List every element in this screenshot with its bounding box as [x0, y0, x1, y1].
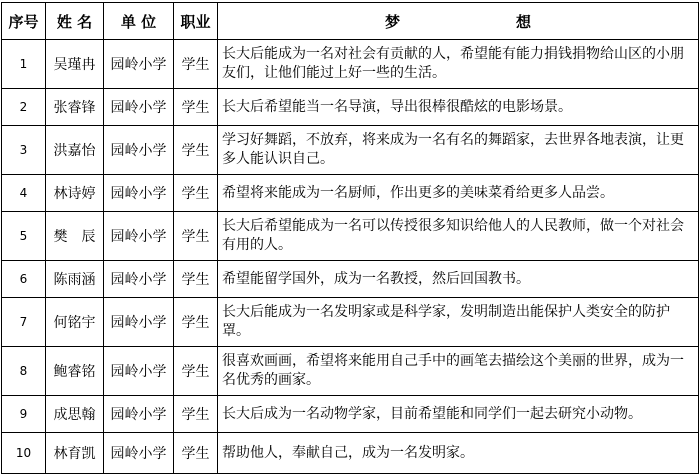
dreams-table: [1, 2, 699, 474]
row-name: 成思翰: [46, 396, 104, 433]
row-role: 学生: [174, 261, 218, 298]
row-role: 学生: [174, 126, 218, 175]
row-dream: 长大后希望能成为一名可以传授很多知识给他人的人民教师，做一个对社会有用的人。: [218, 212, 699, 261]
row-name: 何铭宇: [46, 298, 104, 347]
table-row: [2, 175, 699, 212]
row-role: 学生: [174, 89, 218, 126]
row-dream: 长大后希望能当一名导演，导出很棒很酷炫的电影场景。: [218, 89, 699, 126]
row-dream: 帮助他人，奉献自己，成为一名发明家。: [218, 433, 699, 474]
table-row: [2, 126, 699, 175]
row-role: 学生: [174, 175, 218, 212]
row-dream: 长大后能成为一名发明家或是科学家，发明制造出能保护人类安全的防护罩。: [218, 298, 699, 347]
row-role: 学生: [174, 298, 218, 347]
row-name: 林诗婷: [46, 175, 104, 212]
row-unit: 园岭小学: [104, 212, 174, 261]
header-index: 序号: [2, 3, 46, 40]
row-index: 7: [2, 298, 46, 347]
row-index: 3: [2, 126, 46, 175]
row-unit: 园岭小学: [104, 396, 174, 433]
header-name: 姓 名: [46, 3, 104, 40]
header-dream-left: 梦: [384, 12, 400, 31]
row-index: 6: [2, 261, 46, 298]
row-index: 2: [2, 89, 46, 126]
row-role: 学生: [174, 396, 218, 433]
table-row: [2, 261, 699, 298]
row-dream: 长大后成为一名动物学家，目前希望能和同学们一起去研究小动物。: [218, 396, 699, 433]
table-row: [2, 396, 699, 433]
row-role: 学生: [174, 40, 218, 89]
row-unit: 园岭小学: [104, 298, 174, 347]
row-dream: 长大后能成为一名对社会有贡献的人，希望能有能力捐钱捐物给山区的小朋友们，让他们能过上好一些的生活。: [218, 40, 699, 89]
table-row: [2, 433, 699, 474]
row-name: 吴瑾冉: [46, 40, 104, 89]
header-unit: 单 位: [104, 3, 174, 40]
header-role: 职业: [174, 3, 218, 40]
row-dream: 很喜欢画画，希望将来能用自己手中的画笔去描绘这个美丽的世界，成为一名优秀的画家。: [218, 347, 699, 396]
row-unit: 园岭小学: [104, 89, 174, 126]
header-dream-right: 想: [516, 12, 532, 31]
row-name: 林育凯: [46, 433, 104, 474]
row-index: 4: [2, 175, 46, 212]
row-unit: 园岭小学: [104, 347, 174, 396]
row-unit: 园岭小学: [104, 175, 174, 212]
row-unit: 园岭小学: [104, 261, 174, 298]
row-name: 洪嘉怡: [46, 126, 104, 175]
table-row: [2, 212, 699, 261]
row-index: 1: [2, 40, 46, 89]
row-unit: 园岭小学: [104, 40, 174, 89]
row-dream: 学习好舞蹈，不放弃，将来成为一名有名的舞蹈家，去世界各地表演，让更多人能认识自己。: [218, 126, 699, 175]
row-role: 学生: [174, 433, 218, 474]
row-dream: 希望能留学国外，成为一名教授，然后回国教书。: [218, 261, 699, 298]
header-row: [2, 3, 699, 40]
header-dream: [218, 3, 699, 40]
table-row: [2, 40, 699, 89]
row-name: 樊 辰: [46, 212, 104, 261]
row-name: 张睿锋: [46, 89, 104, 126]
row-dream: 希望将来能成为一名厨师，作出更多的美味菜肴给更多人品尝。: [218, 175, 699, 212]
row-unit: 园岭小学: [104, 433, 174, 474]
row-index: 8: [2, 347, 46, 396]
row-index: 10: [2, 433, 46, 474]
row-name: 陈雨涵: [46, 261, 104, 298]
row-unit: 园岭小学: [104, 126, 174, 175]
row-role: 学生: [174, 347, 218, 396]
row-name: 鲍睿铭: [46, 347, 104, 396]
table-row: [2, 347, 699, 396]
table-row: [2, 298, 699, 347]
table-row: [2, 89, 699, 126]
row-role: 学生: [174, 212, 218, 261]
row-index: 9: [2, 396, 46, 433]
row-index: 5: [2, 212, 46, 261]
